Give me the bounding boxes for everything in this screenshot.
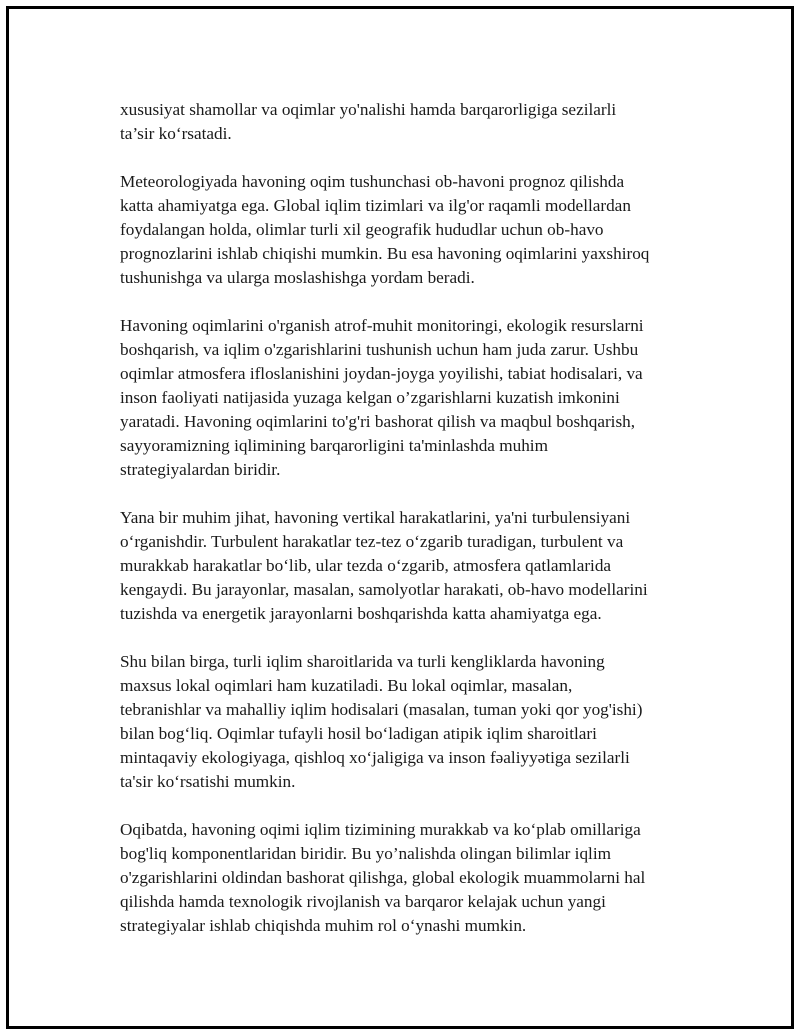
document-body	[120, 98, 705, 962]
paragraph-6	[120, 818, 705, 938]
paragraph-5	[120, 650, 705, 794]
text-line: o‘rganishdir. Turbulent harakatlar tez-tez o‘zgarib turadigan, turbulent va	[120, 532, 624, 551]
text-line: xususiyat shamollar va oqimlar yo'nalishi hamda barqarorligiga sezilarli	[120, 100, 617, 119]
text-line: Yana bir muhim jihat, havoning vertikal harakatlarini, ya'ni turbulensiyani	[120, 508, 631, 527]
paragraph-2	[120, 170, 705, 290]
text-line: strategiyalardan biridir.	[120, 460, 281, 479]
text-line: ta’sir ko‘rsatadi.	[120, 124, 232, 143]
text-line: kengaydi. Bu jarayonlar, masalan, samolyotlar harakati, ob-havo modellarini	[120, 580, 648, 599]
text-line: bog'liq komponentlaridan biridir. Bu yo’nalishda olingan bilimlar iqlim	[120, 844, 611, 863]
text-line: katta ahamiyatga ega. Global iqlim tizimlari va ilg'or raqamli modellardan	[120, 196, 631, 215]
text-line: bilan bog‘liq. Oqimlar tufayli hosil bo‘ladigan atipik iqlim sharoitlari	[120, 724, 597, 743]
paragraph-3	[120, 314, 705, 482]
text-line: oqimlar atmosfera ifloslanishini joydan-joyga yoyilishi, tabiat hodisalari, va	[120, 364, 643, 383]
text-line: ta'sir ko‘rsatishi mumkin.	[120, 772, 296, 791]
text-line: tebranishlar va mahalliy iqlim hodisalari (masalan, tuman yoki qor yog'ishi)	[120, 700, 643, 719]
paragraph-4	[120, 506, 705, 626]
text-line: strategiyalar ishlab chiqishda muhim rol o‘ynashi mumkin.	[120, 916, 527, 935]
text-line: Meteorologiyada havoning oqim tushunchasi ob-havoni prognoz qilishda	[120, 172, 625, 191]
text-line: foydalangan holda, olimlar turli xil geografik hududlar uchun ob-havo	[120, 220, 604, 239]
text-line: tuzishda va energetik jarayonlarni boshqarishda katta ahamiyatga ega.	[120, 604, 602, 623]
paragraph-1	[120, 98, 705, 146]
text-line: o'zgarishlarini oldindan bashorat qilishga, global ekologik muammolarni hal	[120, 868, 646, 887]
text-line: qilishda hamda texnologik rivojlanish va barqaror kelajak uchun yangi	[120, 892, 606, 911]
text-line: Shu bilan birga, turli iqlim sharoitlarida va turli kengliklarda havoning	[120, 652, 605, 671]
text-line: sayyoramizning iqlimining barqarorligini ta'minlashda muhim	[120, 436, 548, 455]
text-line: maxsus lokal oqimlari ham kuzatiladi. Bu lokal oqimlar, masalan,	[120, 676, 573, 695]
page-frame	[6, 6, 794, 1029]
text-line: tushunishga va ularga moslashishga yordam beradi.	[120, 268, 475, 287]
text-line: Oqibatda, havoning oqimi iqlim tizimining murakkab va ko‘plab omillariga	[120, 820, 641, 839]
text-line: Havoning oqimlarini o'rganish atrof-muhit monitoringi, ekologik resurslarni	[120, 316, 644, 335]
text-line: prognozlarini ishlab chiqishi mumkin. Bu esa havoning oqimlarini yaxshiroq	[120, 244, 650, 263]
text-line: inson faoliyati natijasida yuzaga kelgan o’zgarishlarni kuzatish imkonini	[120, 388, 620, 407]
text-line: murakkab harakatlar bo‘lib, ular tezda o‘zgarib, atmosfera qatlamlarida	[120, 556, 612, 575]
text-line: yaratadi. Havoning oqimlarini to'g'ri bashorat qilish va maqbul boshqarish,	[120, 412, 636, 431]
text-line: mintaqaviy ekologiyaga, qishloq xo‘jaligiga va inson fəaliyyətiga sezilarli	[120, 748, 630, 767]
text-line: boshqarish, va iqlim o'zgarishlarini tushunish uchun ham juda zarur. Ushbu	[120, 340, 639, 359]
